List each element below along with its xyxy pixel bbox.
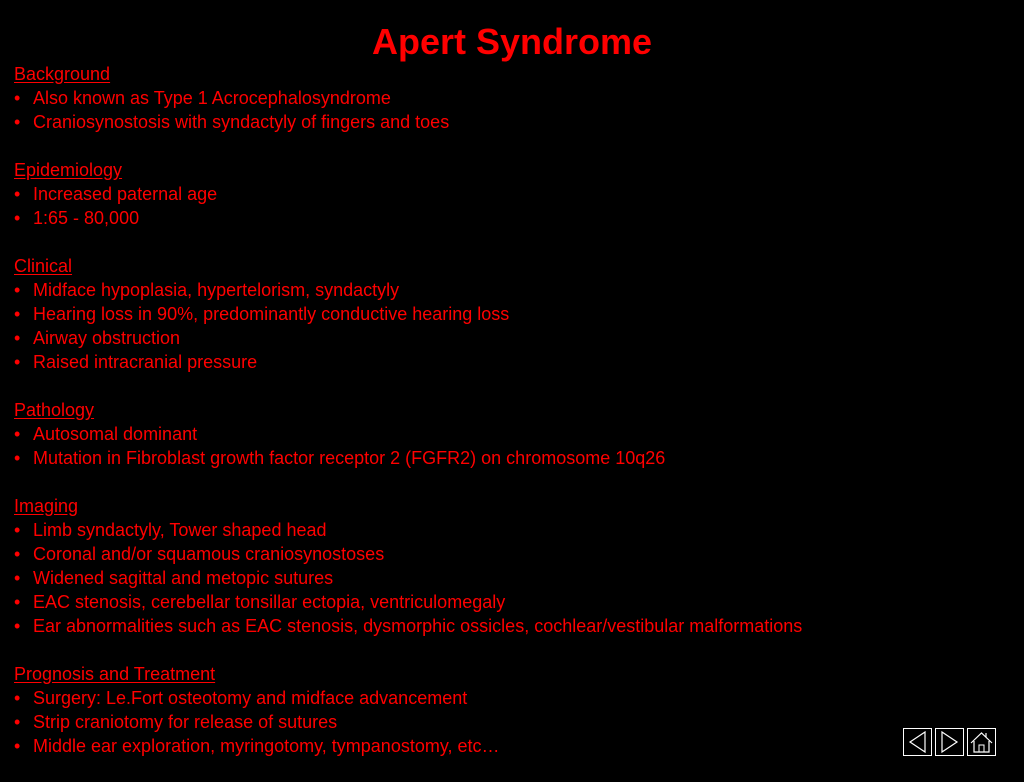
section-clinical: [14, 254, 1004, 374]
previous-slide-button[interactable]: [903, 728, 932, 756]
slide-title: Apert Syndrome: [371, 21, 653, 62]
bullet-marker: •: [14, 304, 21, 324]
section-background: [14, 62, 1004, 134]
section-heading: Epidemiology: [14, 160, 123, 180]
section-epidemiology: [14, 158, 1004, 230]
previous-slide-icon: [904, 729, 931, 755]
home-button[interactable]: [967, 728, 996, 756]
list-item-text: Airway obstruction: [33, 328, 181, 348]
slide-navigation: [903, 728, 996, 756]
list-item: [14, 278, 1004, 302]
list-item: [14, 710, 1004, 734]
list-item-text: Strip craniotomy for release of sutures: [33, 712, 338, 732]
section-heading: Prognosis and Treatment: [14, 664, 216, 684]
section-heading: Clinical: [14, 256, 73, 276]
bullet-marker: •: [14, 328, 21, 348]
list-item: [14, 110, 1004, 134]
bullet-marker: •: [14, 736, 21, 756]
list-item: [14, 86, 1004, 110]
list-item-text: Increased paternal age: [33, 184, 218, 204]
list-item: [14, 590, 1004, 614]
bullet-marker: •: [14, 112, 21, 132]
next-slide-icon: [936, 729, 963, 755]
list-item-text: Midface hypoplasia, hypertelorism, syndactyly: [33, 280, 400, 300]
section-prognosis-treatment: [14, 662, 1004, 758]
list-item-text: Raised intracranial pressure: [33, 352, 258, 372]
bullet-marker: •: [14, 352, 21, 372]
section-pathology: [14, 398, 1004, 470]
list-item: [14, 734, 1004, 758]
section-heading: Background: [14, 64, 111, 84]
list-item: [14, 614, 1004, 638]
section-heading: Pathology: [14, 400, 95, 420]
list-item: [14, 518, 1004, 542]
list-item-text: Surgery: Le.Fort osteotomy and midface advancement: [33, 688, 468, 708]
bullet-marker: •: [14, 208, 21, 228]
list-item: [14, 182, 1004, 206]
next-slide-button[interactable]: [935, 728, 964, 756]
bullet-marker: •: [14, 280, 21, 300]
bullet-marker: •: [14, 520, 21, 540]
bullet-marker: •: [14, 568, 21, 588]
list-item-text: Limb syndactyly, Tower shaped head: [33, 520, 327, 540]
bullet-marker: •: [14, 544, 21, 564]
list-item-text: Autosomal dominant: [33, 424, 198, 444]
list-item: [14, 326, 1004, 350]
bullet-marker: •: [14, 184, 21, 204]
list-item: [14, 302, 1004, 326]
list-item: [14, 206, 1004, 230]
bullet-marker: •: [14, 448, 21, 468]
bullet-marker: •: [14, 592, 21, 612]
list-item: [14, 422, 1004, 446]
list-item-text: Mutation in Fibroblast growth factor receptor 2 (FGFR2) on chromosome 10q26: [33, 448, 666, 468]
bullet-marker: •: [14, 712, 21, 732]
list-item-text: Ear abnormalities such as EAC stenosis, dysmorphic ossicles, cochlear/vestibular malformations: [33, 616, 803, 636]
list-item-text: 1:65 - 80,000: [33, 208, 140, 228]
bullet-marker: •: [14, 616, 21, 636]
list-item: [14, 686, 1004, 710]
section-heading: Imaging: [14, 496, 79, 516]
list-item: [14, 446, 1004, 470]
bullet-marker: •: [14, 688, 21, 708]
bullet-marker: •: [14, 424, 21, 444]
list-item-text: Middle ear exploration, myringotomy, tympanostomy, etc…: [33, 736, 500, 756]
list-item: [14, 350, 1004, 374]
home-icon: [968, 729, 995, 755]
list-item-text: Coronal and/or squamous craniosynostoses: [33, 544, 385, 564]
list-item: [14, 542, 1004, 566]
list-item-text: Also known as Type 1 Acrocephalosyndrome: [33, 88, 391, 108]
section-imaging: [14, 494, 1004, 638]
slide-content: [14, 62, 1004, 782]
list-item: [14, 566, 1004, 590]
list-item-text: Hearing loss in 90%, predominantly conductive hearing loss: [33, 304, 510, 324]
bullet-marker: •: [14, 88, 21, 108]
list-item-text: Widened sagittal and metopic sutures: [33, 568, 334, 588]
list-item-text: EAC stenosis, cerebellar tonsillar ectopia, ventriculomegaly: [33, 592, 506, 612]
list-item-text: Craniosynostosis with syndactyly of fingers and toes: [33, 112, 450, 132]
